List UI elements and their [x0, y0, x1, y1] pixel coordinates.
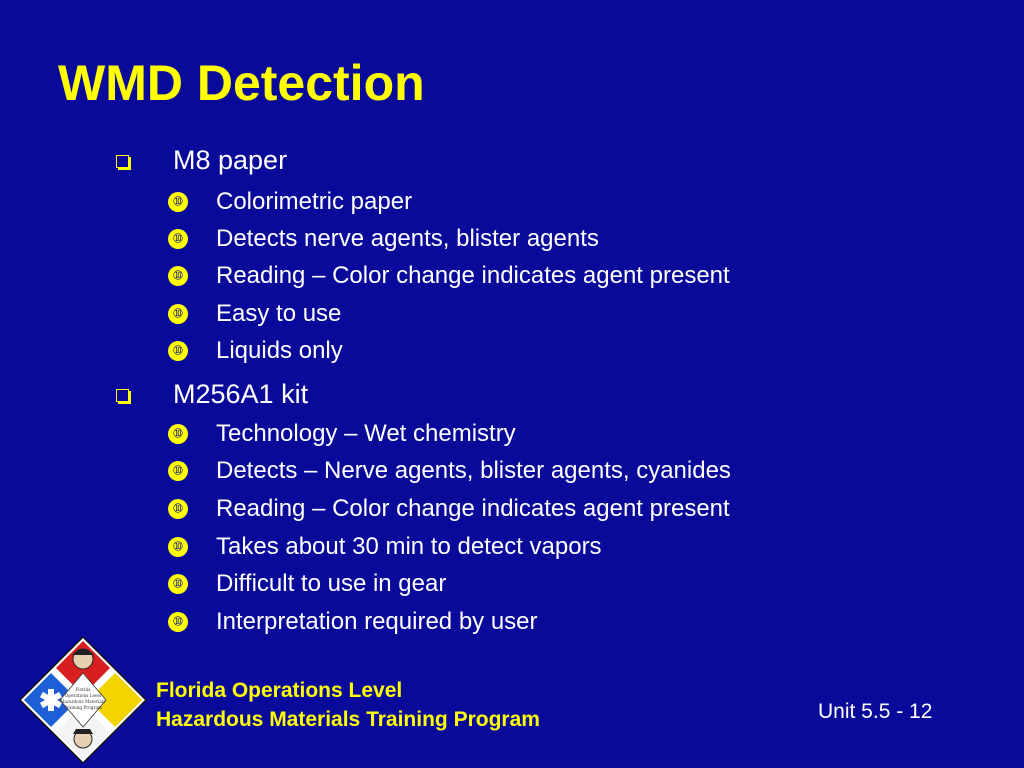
- numbered-circle-bullet-icon: ➉: [168, 612, 188, 632]
- svg-text:Florida: Florida: [75, 687, 91, 692]
- numbered-circle-bullet-icon: ➉: [168, 424, 188, 444]
- hazmat-program-logo: [18, 635, 148, 765]
- numbered-circle-bullet-icon: ➉: [168, 341, 188, 361]
- program-name: [156, 676, 540, 734]
- square-bullet-icon: [116, 389, 129, 402]
- slide-title: WMD Detection: [58, 55, 425, 111]
- program-line-1: Florida Operations Level: [156, 679, 403, 702]
- svg-text:Hazardous Materials: Hazardous Materials: [60, 699, 106, 704]
- program-line-2: Hazardous Materials Training Program: [156, 708, 540, 731]
- numbered-circle-bullet-icon: ➉: [168, 537, 188, 557]
- section-heading: M8 paper: [173, 145, 288, 175]
- svg-text:Operations Level: Operations Level: [64, 693, 102, 698]
- slide: WMD Detection M8 paper ➉ Colorimetric paper ➉ Detects nerve agents, blister agents ➉ Reading – Color change indicates agent present ➉ Easy to use ➉ Liquids only M256A1 kit ➉ Technology – Wet chemistry ➉ Detects – Nerve agents, blister agents, cyanides ➉ Reading – Color change indicates agent present ➉ Takes about 30 min to detect vapors ➉ Difficult to use in gear ➉ Interpretation required by user Florida Operations Level Hazardous Materials Training Program Florida Operations Level Hazardous Materials Training Program Unit 5.5 - 12: [0, 0, 1024, 768]
- numbered-circle-bullet-icon: ➉: [168, 304, 188, 324]
- square-bullet-icon: [116, 155, 129, 168]
- section-heading: M256A1 kit: [173, 379, 309, 409]
- numbered-circle-bullet-icon: ➉: [168, 574, 188, 594]
- numbered-circle-bullet-icon: ➉: [168, 461, 188, 481]
- page-number: Unit 5.5 - 12: [818, 700, 933, 723]
- numbered-circle-bullet-icon: ➉: [168, 266, 188, 286]
- svg-text:Training Program: Training Program: [64, 705, 102, 710]
- numbered-circle-bullet-icon: ➉: [168, 192, 188, 212]
- numbered-circle-bullet-icon: ➉: [168, 229, 188, 249]
- numbered-circle-bullet-icon: ➉: [168, 499, 188, 519]
